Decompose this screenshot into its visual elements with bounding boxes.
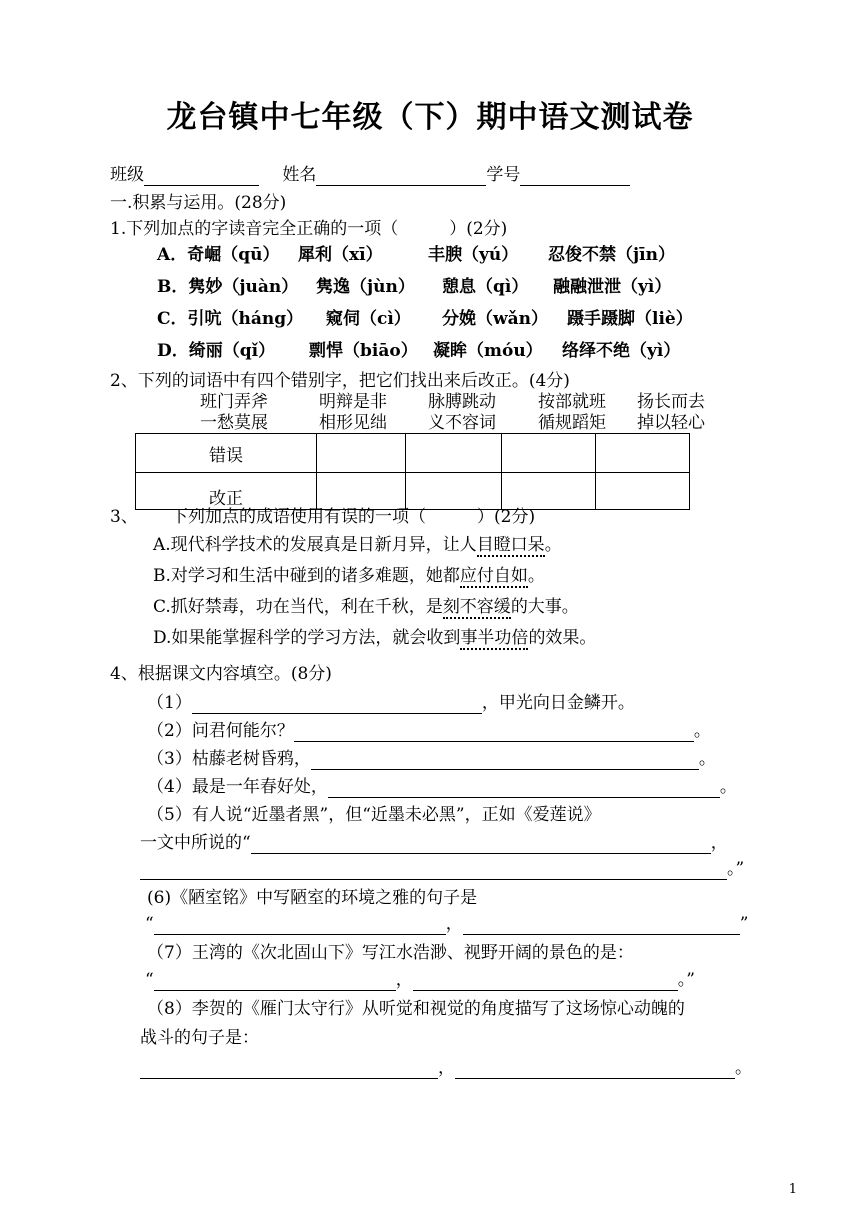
q1-option-c: C．引吭（háng） xyxy=(157,309,304,329)
page-number: 1 xyxy=(788,1182,797,1197)
answer-blank[interactable] xyxy=(463,916,740,935)
q1-c-item3: 分娩（wǎn） xyxy=(442,309,549,329)
answer-cell[interactable] xyxy=(502,434,596,473)
fill-line-8-cont: 战斗的句子是： xyxy=(140,1028,259,1048)
table-row xyxy=(136,434,690,473)
answer-cell[interactable] xyxy=(317,473,406,510)
q1-d-item4: 络绎不绝（yì） xyxy=(562,341,681,361)
row-label-error: 错误 xyxy=(136,434,317,473)
row-label-correction: 改正 xyxy=(136,473,317,510)
q1-b-item1: 隽妙（juàn） xyxy=(188,277,299,297)
section-heading: 一.积累与运用。(28分) xyxy=(110,193,287,213)
id-blank[interactable] xyxy=(520,167,630,186)
id-label: 学号 xyxy=(486,165,521,185)
q2-word: 相形见绌 xyxy=(319,413,387,433)
q1-option-d: D．绮丽（qǐ） xyxy=(157,341,276,361)
answer-blank[interactable] xyxy=(251,835,711,854)
answer-blank[interactable] xyxy=(140,861,727,880)
answer-cell[interactable] xyxy=(406,473,502,510)
q2-word: 脉膊跳动 xyxy=(428,392,496,412)
answer-blank[interactable] xyxy=(413,972,678,991)
class-blank[interactable] xyxy=(144,167,259,186)
q2-word: 循规蹈矩 xyxy=(538,413,606,433)
student-info-line xyxy=(110,164,630,186)
fill-line-7-cont: “ ， 。” xyxy=(145,970,695,990)
q2-word: 一愁莫展 xyxy=(200,413,268,433)
answer-cell[interactable] xyxy=(406,434,502,473)
name-blank[interactable] xyxy=(316,167,486,186)
fill-line-8-end: ， 。 xyxy=(140,1057,752,1079)
answer-cell[interactable] xyxy=(502,473,596,510)
q1-option-a: A．奇崛（qū） xyxy=(157,245,280,265)
question-2-stem: 2、下列的词语中有四个错别字，把它们找出来后改正。(4分) xyxy=(110,371,570,391)
q2-word: 掉以轻心 xyxy=(637,413,705,433)
q1-b-item4: 融融泄泄（yì） xyxy=(553,277,672,297)
question-1-stem: 1.下列加点的字读音完全正确的一项（ ）(2分) xyxy=(110,219,508,239)
q1-c-item2: 窥伺（cì） xyxy=(326,309,411,329)
answer-cell[interactable] xyxy=(596,434,690,473)
fill-line-1: （1） ，甲光向日金鳞开。 xyxy=(147,693,635,713)
fill-line-5-end: 。” xyxy=(140,858,744,880)
question-3-stem: 下列加点的成语使用有误的一项（ ）(2分) xyxy=(171,507,536,527)
dotted-idiom: 事半功倍 xyxy=(460,628,529,648)
answer-blank[interactable] xyxy=(140,1060,438,1079)
fill-line-5-cont: 一文中所说的“ ， xyxy=(140,833,728,853)
answer-cell[interactable] xyxy=(317,434,406,473)
q1-b-item2: 隽逸（jùn） xyxy=(316,277,415,297)
q3-option-b: B.对学习和生活中碰到的诸多难题，她都应付自如。 xyxy=(153,566,545,586)
dotted-idiom: 应付自如 xyxy=(459,566,528,586)
q1-d-item3: 凝眸（móu） xyxy=(433,341,543,361)
fill-line-6-cont: “ ， ” xyxy=(145,914,749,934)
q1-a-item3: 丰腴（yú） xyxy=(428,245,519,265)
question-4-stem: 4、根据课文内容填空。(8分) xyxy=(110,664,332,684)
answer-blank[interactable] xyxy=(154,972,396,991)
page-title: 龙台镇中七年级（下）期中语文测试卷 xyxy=(166,100,694,135)
fill-line-8: （8）李贺的《雁门太守行》从听觉和视觉的角度描写了这场惊心动魄的 xyxy=(147,999,685,1019)
answer-blank[interactable] xyxy=(311,751,699,770)
name-label: 姓名 xyxy=(282,165,317,185)
q2-word: 扬长而去 xyxy=(637,392,705,412)
answer-cell[interactable] xyxy=(596,473,690,510)
answer-blank[interactable] xyxy=(154,916,446,935)
q1-a-item2: 犀利（xī） xyxy=(298,245,383,265)
fill-line-6: (6)《陋室铭》中写陋室的环境之雅的句子是 xyxy=(147,888,478,908)
fill-line-4: （4）最是一年春好处， 。 xyxy=(147,777,737,797)
table-row xyxy=(136,473,690,510)
q3-option-d: D.如果能掌握科学的学习方法，就会收到事半功倍的效果。 xyxy=(153,628,597,648)
dotted-idiom: 刻不容缓 xyxy=(442,597,511,617)
question-3-number: 3、 xyxy=(110,507,138,527)
q3-option-c: C.抓好禁毒，功在当代，利在千秋，是刻不容缓的大事。 xyxy=(153,597,579,617)
q1-b-item3: 憩息（qì） xyxy=(442,277,529,297)
fill-line-7: （7）王湾的《次北固山下》写江水浩渺、视野开阔的景色的是： xyxy=(147,943,634,963)
q1-d-item1: 绮丽（qǐ） xyxy=(188,341,276,361)
q1-option-b: B．隽妙（juàn） xyxy=(157,277,299,297)
correction-table xyxy=(135,433,690,510)
q2-word: 明辩是非 xyxy=(319,392,387,412)
fill-line-5: （5）有人说“近墨者黑”，但“近墨未必黑”，正如《爱莲说》 xyxy=(147,805,601,825)
class-label: 班级 xyxy=(110,165,144,185)
fill-line-2: （2）问君何能尔？ 。 xyxy=(147,721,711,741)
q2-word: 义不容词 xyxy=(428,413,496,433)
q1-c-item1: 引吭（háng） xyxy=(187,309,304,329)
answer-blank[interactable] xyxy=(328,779,720,798)
answer-blank[interactable] xyxy=(294,723,694,742)
q2-word: 按部就班 xyxy=(538,392,606,412)
q1-a-item4: 忍俊不禁（jīn） xyxy=(548,245,675,265)
fill-line-3: （3）枯藤老树昏鸦， 。 xyxy=(147,749,716,769)
q1-c-item4: 蹑手蹑脚（liè） xyxy=(567,309,693,329)
q3-option-a: A.现代科学技术的发展真是日新月异，让人目瞪口呆。 xyxy=(153,535,562,555)
answer-blank[interactable] xyxy=(455,1060,735,1079)
q1-a-item1: 奇崛（qū） xyxy=(187,245,280,265)
answer-blank[interactable] xyxy=(192,695,482,714)
q2-word: 班门弄斧 xyxy=(200,392,268,412)
q1-d-item2: 剽悍（biāo） xyxy=(309,341,418,361)
dotted-idiom: 目瞪口呆 xyxy=(476,535,545,555)
